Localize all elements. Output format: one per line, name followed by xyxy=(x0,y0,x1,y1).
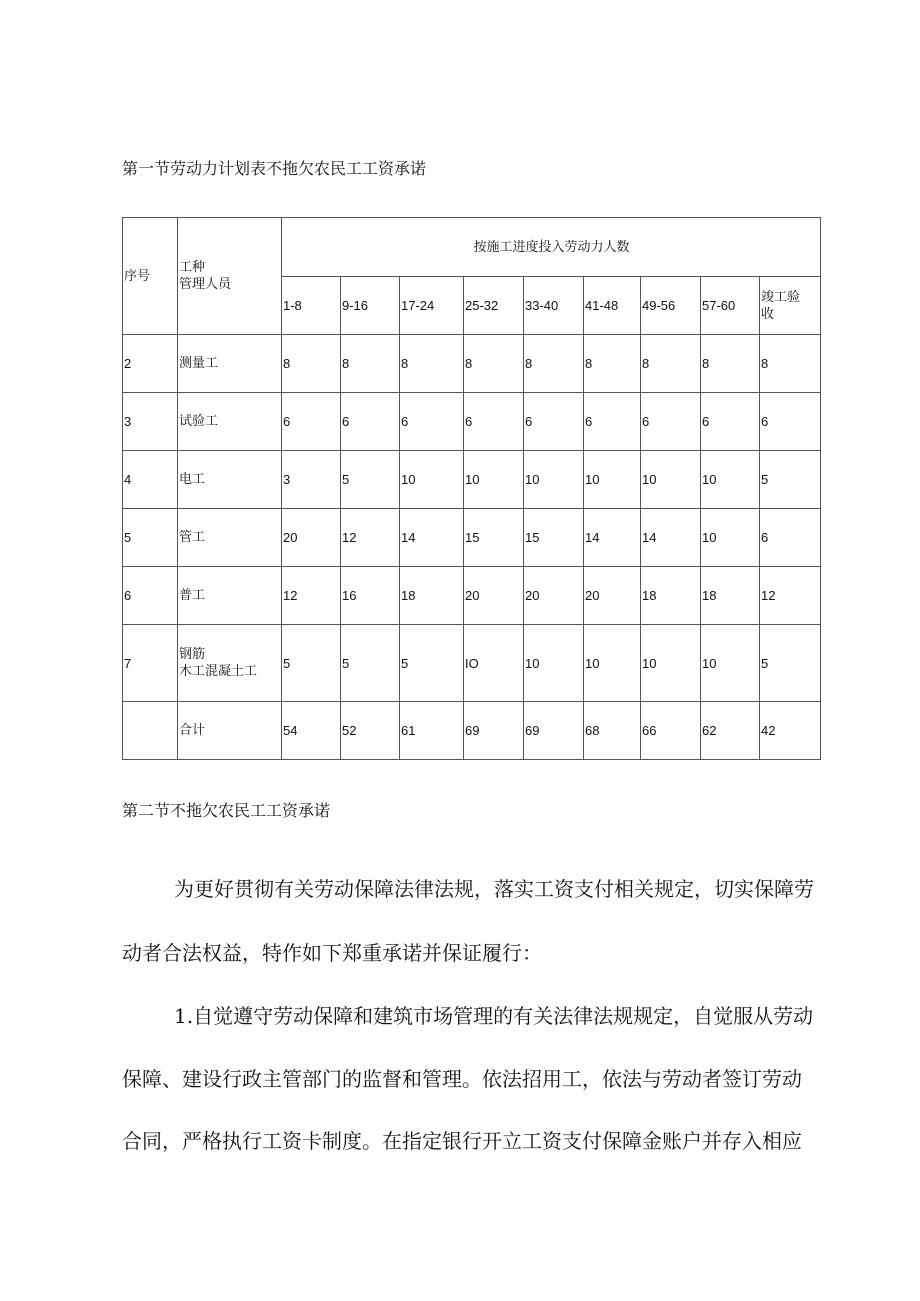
row-type-line1: 钢筋 xyxy=(179,647,206,662)
row-seq: 5 xyxy=(123,509,178,567)
row-type: 测量工 xyxy=(178,335,282,393)
cell: 8 xyxy=(464,335,524,393)
row-type xyxy=(178,625,282,702)
cell: 10 xyxy=(464,451,524,509)
period-header: 9-16 xyxy=(341,277,400,335)
cell: 12 xyxy=(282,567,341,625)
cell: 69 xyxy=(464,702,524,760)
cell: 10 xyxy=(701,625,760,702)
cell: 12 xyxy=(760,567,821,625)
row-seq: 7 xyxy=(123,625,178,702)
group-header: 按施工进度投入劳动力人数 xyxy=(282,218,821,277)
table-row xyxy=(123,567,821,625)
cell: 10 xyxy=(701,509,760,567)
cell: 20 xyxy=(584,567,641,625)
cell: 10 xyxy=(584,451,641,509)
table-row xyxy=(123,335,821,393)
cell: 6 xyxy=(400,393,464,451)
section1-title: 第一节劳动力计划表不拖欠农民工工资承诺 xyxy=(122,159,427,178)
cell: 66 xyxy=(641,702,701,760)
final-header-line1: 竣工验 xyxy=(761,289,801,305)
cell: 10 xyxy=(641,625,701,702)
paragraph-line: 合同，严格执行工资卡制度。在指定银行开立工资支付保障金账户并存入相应 xyxy=(122,1129,802,1153)
period-header: 1-8 xyxy=(282,277,341,335)
cell: 3 xyxy=(282,451,341,509)
cell: 52 xyxy=(341,702,400,760)
cell: 10 xyxy=(701,451,760,509)
cell: 54 xyxy=(282,702,341,760)
cell: 5 xyxy=(282,625,341,702)
type-header-line1: 工种 xyxy=(179,260,206,275)
row-type-line2: 木工混凝土工 xyxy=(179,664,258,679)
cell: 15 xyxy=(464,509,524,567)
final-header-line2: 收 xyxy=(761,306,775,322)
cell: 20 xyxy=(464,567,524,625)
paragraph-line: 为更好贯彻有关劳动保障法律法规，落实工资支付相关规定，切实保障劳 xyxy=(174,877,814,901)
row-type: 合计 xyxy=(178,702,282,760)
cell: 6 xyxy=(760,393,821,451)
table-row xyxy=(123,393,821,451)
period-header: 17-24 xyxy=(400,277,464,335)
period-header: 25-32 xyxy=(464,277,524,335)
cell: 10 xyxy=(584,625,641,702)
period-header: 33-40 xyxy=(524,277,584,335)
cell: IO xyxy=(464,625,524,702)
row-seq xyxy=(123,702,178,760)
cell: 5 xyxy=(341,625,400,702)
row-seq: 4 xyxy=(123,451,178,509)
cell: 10 xyxy=(524,625,584,702)
table-row xyxy=(123,625,821,702)
cell: 5 xyxy=(760,451,821,509)
cell: 69 xyxy=(524,702,584,760)
cell: 14 xyxy=(641,509,701,567)
cell: 42 xyxy=(760,702,821,760)
cell: 8 xyxy=(341,335,400,393)
cell: 18 xyxy=(701,567,760,625)
cell: 6 xyxy=(464,393,524,451)
cell: 6 xyxy=(341,393,400,451)
labor-plan-table xyxy=(122,217,821,760)
cell: 5 xyxy=(760,625,821,702)
cell: 5 xyxy=(341,451,400,509)
cell: 18 xyxy=(400,567,464,625)
cell: 20 xyxy=(524,567,584,625)
seq-header: 序号 xyxy=(123,218,178,335)
table-row xyxy=(123,509,821,567)
cell: 12 xyxy=(341,509,400,567)
cell: 10 xyxy=(400,451,464,509)
final-acceptance-header xyxy=(760,277,821,335)
cell: 6 xyxy=(584,393,641,451)
period-header: 49-56 xyxy=(641,277,701,335)
row-type: 试验工 xyxy=(178,393,282,451)
cell: 5 xyxy=(400,625,464,702)
cell: 6 xyxy=(524,393,584,451)
cell: 8 xyxy=(282,335,341,393)
cell: 6 xyxy=(282,393,341,451)
paragraph-line: 1.自觉遵守劳动保障和建筑市场管理的有关法律法规规定，自觉服从劳动 xyxy=(174,1004,814,1028)
cell: 6 xyxy=(641,393,701,451)
cell: 61 xyxy=(400,702,464,760)
cell: 15 xyxy=(524,509,584,567)
total-row xyxy=(123,702,821,760)
cell: 14 xyxy=(584,509,641,567)
cell: 68 xyxy=(584,702,641,760)
type-header xyxy=(178,218,282,335)
paragraph-line: 保障、建设行政主管部门的监督和管理。依法招用工，依法与劳动者签订劳动 xyxy=(122,1067,802,1091)
row-seq: 3 xyxy=(123,393,178,451)
cell: 8 xyxy=(701,335,760,393)
cell: 6 xyxy=(760,509,821,567)
section2-title: 第二节不拖欠农民工工资承诺 xyxy=(122,801,331,820)
cell: 16 xyxy=(341,567,400,625)
cell: 10 xyxy=(641,451,701,509)
period-header: 57-60 xyxy=(701,277,760,335)
cell: 6 xyxy=(701,393,760,451)
period-header: 41-48 xyxy=(584,277,641,335)
cell: 14 xyxy=(400,509,464,567)
type-header-line2: 管理人员 xyxy=(179,277,232,292)
cell: 8 xyxy=(400,335,464,393)
cell: 8 xyxy=(641,335,701,393)
cell: 8 xyxy=(584,335,641,393)
cell: 62 xyxy=(701,702,760,760)
table-header-row xyxy=(123,218,821,277)
cell: 20 xyxy=(282,509,341,567)
paragraph-line: 动者合法权益，特作如下郑重承诺并保证履行： xyxy=(122,941,542,965)
table-row xyxy=(123,451,821,509)
row-type: 普工 xyxy=(178,567,282,625)
cell: 8 xyxy=(524,335,584,393)
row-seq: 2 xyxy=(123,335,178,393)
cell: 10 xyxy=(524,451,584,509)
row-type: 电工 xyxy=(178,451,282,509)
row-type: 管工 xyxy=(178,509,282,567)
cell: 18 xyxy=(641,567,701,625)
cell: 8 xyxy=(760,335,821,393)
row-seq: 6 xyxy=(123,567,178,625)
